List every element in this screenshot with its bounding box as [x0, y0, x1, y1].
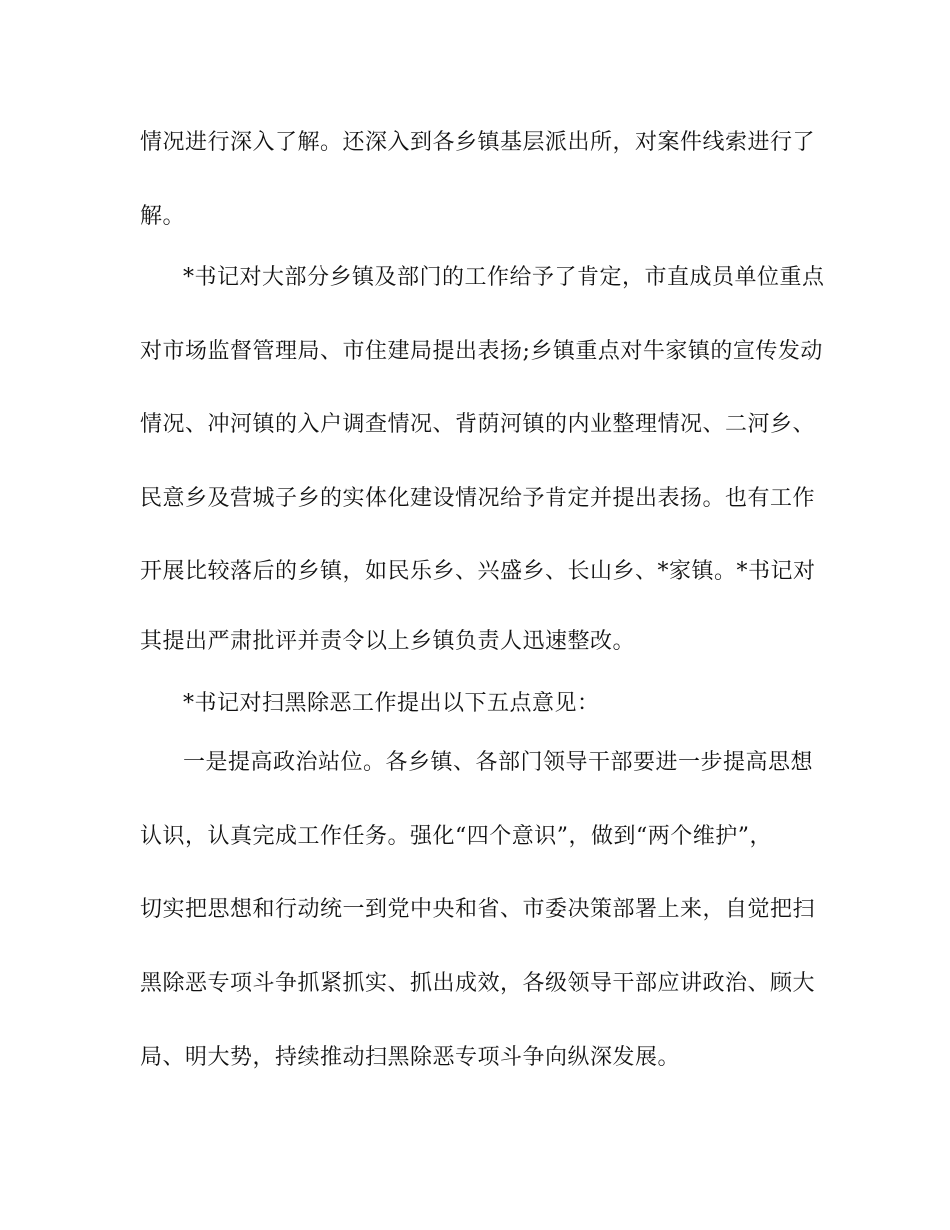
text-line: 切实把思想和行动统一到党中央和省、市委决策部署上来，自觉把扫 [140, 897, 816, 922]
text-line: 民意乡及营城子乡的实体化建设情况给予肯定并提出表扬。也有工作 [140, 486, 816, 511]
text-line: 对市场监督管理局、市住建局提出表扬;乡镇重点对牛家镇的宣传发动 [140, 339, 823, 364]
text-line: 局、明大势，持续推动扫黑除恶专项斗争向纵深发展。 [140, 1045, 681, 1070]
text-line: 黑除恶专项斗争抓紧抓实、抓出成效，各级领导干部应讲政治、顾大 [140, 971, 816, 996]
text-line: 认识，认真完成工作任务。强化“四个意识”，做到“两个维护”， [140, 824, 772, 849]
text-line: 开展比较落后的乡镇，如民乐乡、兴盛乡、长山乡、*家镇。*书记对 [140, 559, 816, 584]
text-line: 其提出严肃批评并责令以上乡镇负责人迅速整改。 [140, 629, 636, 654]
text-line: 解。 [140, 204, 186, 229]
text-line: 情况进行深入了解。还深入到各乡镇基层派出所，对案件线索进行了 [140, 130, 816, 155]
paragraph-start-line: *书记对扫黑除恶工作提出以下五点意见： [183, 691, 600, 716]
paragraph-start-line: *书记对大部分乡镇及部门的工作给予了肯定，市直成员单位重点 [183, 265, 825, 290]
text-line: 情况、冲河镇的入户调查情况、背荫河镇的内业整理情况、二河乡、 [140, 412, 816, 437]
paragraph-start-line: 一是提高政治站位。各乡镇、各部门领导干部要进一步提高思想 [183, 750, 814, 775]
